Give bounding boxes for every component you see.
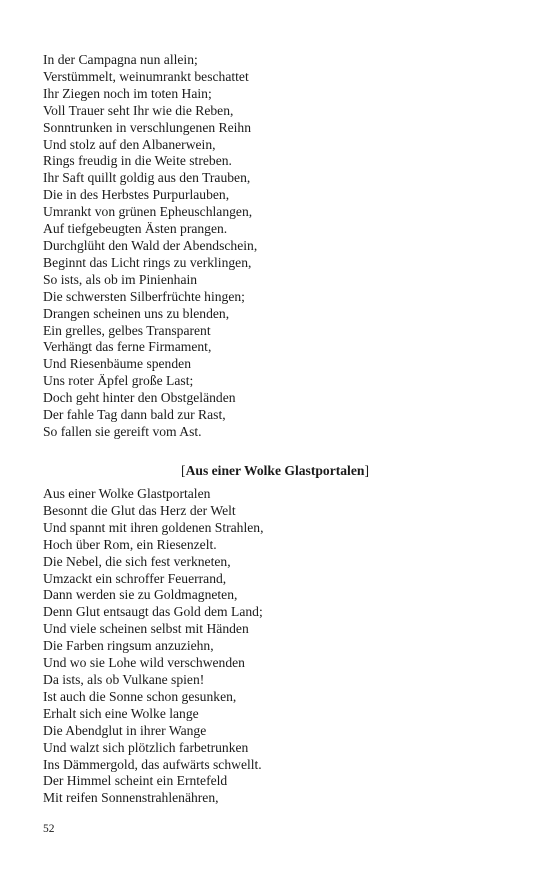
poem-line: Die Nebel, die sich fest verkneten, [43, 553, 231, 569]
poem-line: Ins Dämmergold, das aufwärts schwellt. [43, 756, 262, 772]
poem-line: Drangen scheinen uns zu blenden, [43, 305, 230, 321]
poem-line: Ein grelles, gelbes Transparent [43, 322, 211, 338]
poem-line: Rings freudig in die Weite streben. [43, 153, 232, 169]
poem-line: Der Himmel scheint ein Erntefeld [43, 773, 228, 789]
heading-close-bracket: ] [364, 463, 369, 478]
poem-line: Mit reifen Sonnenstrahlenähren, [43, 790, 219, 806]
poem-line: Sonntrunken in verschlungenen Reihn [43, 119, 252, 135]
poem-line: Hoch über Rom, ein Riesenzelt. [43, 536, 217, 552]
poem-line: Voll Trauer seht Ihr wie die Reben, [43, 102, 234, 118]
poem-line: Besonnt die Glut das Herz der Welt [43, 502, 236, 518]
poem-line: Ihr Saft quillt goldig aus den Trauben, [43, 170, 251, 186]
poem-line: Umrankt von grünen Epheuschlangen, [43, 204, 253, 220]
poem-line: So ists, als ob im Pinienhain [43, 271, 198, 287]
poem-line: Die Farben ringsum anzuziehn, [43, 638, 214, 654]
poem-line: Da ists, als ob Vulkane spien! [43, 671, 205, 687]
page-number: 52 [43, 823, 55, 835]
poem-line: Und wo sie Lohe wild verschwenden [43, 655, 245, 671]
poem-line: Verhängt das ferne Firmament, [43, 339, 212, 355]
heading-title: Aus einer Wolke Glastportalen [185, 463, 365, 478]
poem-line: Und spannt mit ihren goldenen Strahlen, [43, 519, 264, 535]
poem-line: Umzackt ein schroffer Feuerrand, [43, 570, 227, 586]
poem-line: Ist auch die Sonne schon gesunken, [43, 688, 237, 704]
poem-stanza-2 [43, 486, 513, 807]
poem-line: Der fahle Tag dann bald zur Rast, [43, 407, 226, 423]
poem-line: Die schwersten Silberfrüchte hingen; [43, 288, 245, 304]
poem-line: Die Abendglut in ihrer Wange [43, 722, 207, 738]
poem-line: Beginnt das Licht rings zu verklingen, [43, 254, 252, 270]
heading-open-bracket: [ [181, 463, 186, 478]
poem-line: Und Riesenbäume spenden [43, 356, 191, 372]
poem-line: Denn Glut entsaugt das Gold dem Land; [43, 604, 263, 620]
poem-heading [0, 462, 550, 479]
poem-line: Erhalt sich eine Wolke lange [43, 705, 199, 721]
poem-line: Die in des Herbstes Purpurlauben, [43, 187, 230, 203]
poem-line: Und stolz auf den Albanerwein, [43, 136, 216, 152]
poem-line: Uns roter Äpfel große Last; [43, 373, 194, 389]
poem-line: Und walzt sich plötzlich farbetrunken [43, 739, 249, 755]
poem-line: Verstümmelt, weinumrankt beschattet [43, 68, 249, 84]
poem-line: So fallen sie gereift vom Ast. [43, 423, 202, 439]
poem-line: Und viele scheinen selbst mit Händen [43, 621, 249, 637]
poem-line: In der Campagna nun allein; [43, 52, 198, 67]
poem-line: Doch geht hinter den Obstgeländen [43, 390, 236, 406]
poem-stanza-1 [43, 52, 513, 441]
poem-line: Dann werden sie zu Goldmagneten, [43, 587, 238, 603]
poem-line: Durchglüht den Wald der Abendschein, [43, 237, 258, 253]
poem-line: Aus einer Wolke Glastportalen [43, 486, 211, 501]
poem-line: Ihr Ziegen noch im toten Hain; [43, 85, 212, 101]
poem-line: Auf tiefgebeugten Ästen prangen. [43, 221, 228, 237]
